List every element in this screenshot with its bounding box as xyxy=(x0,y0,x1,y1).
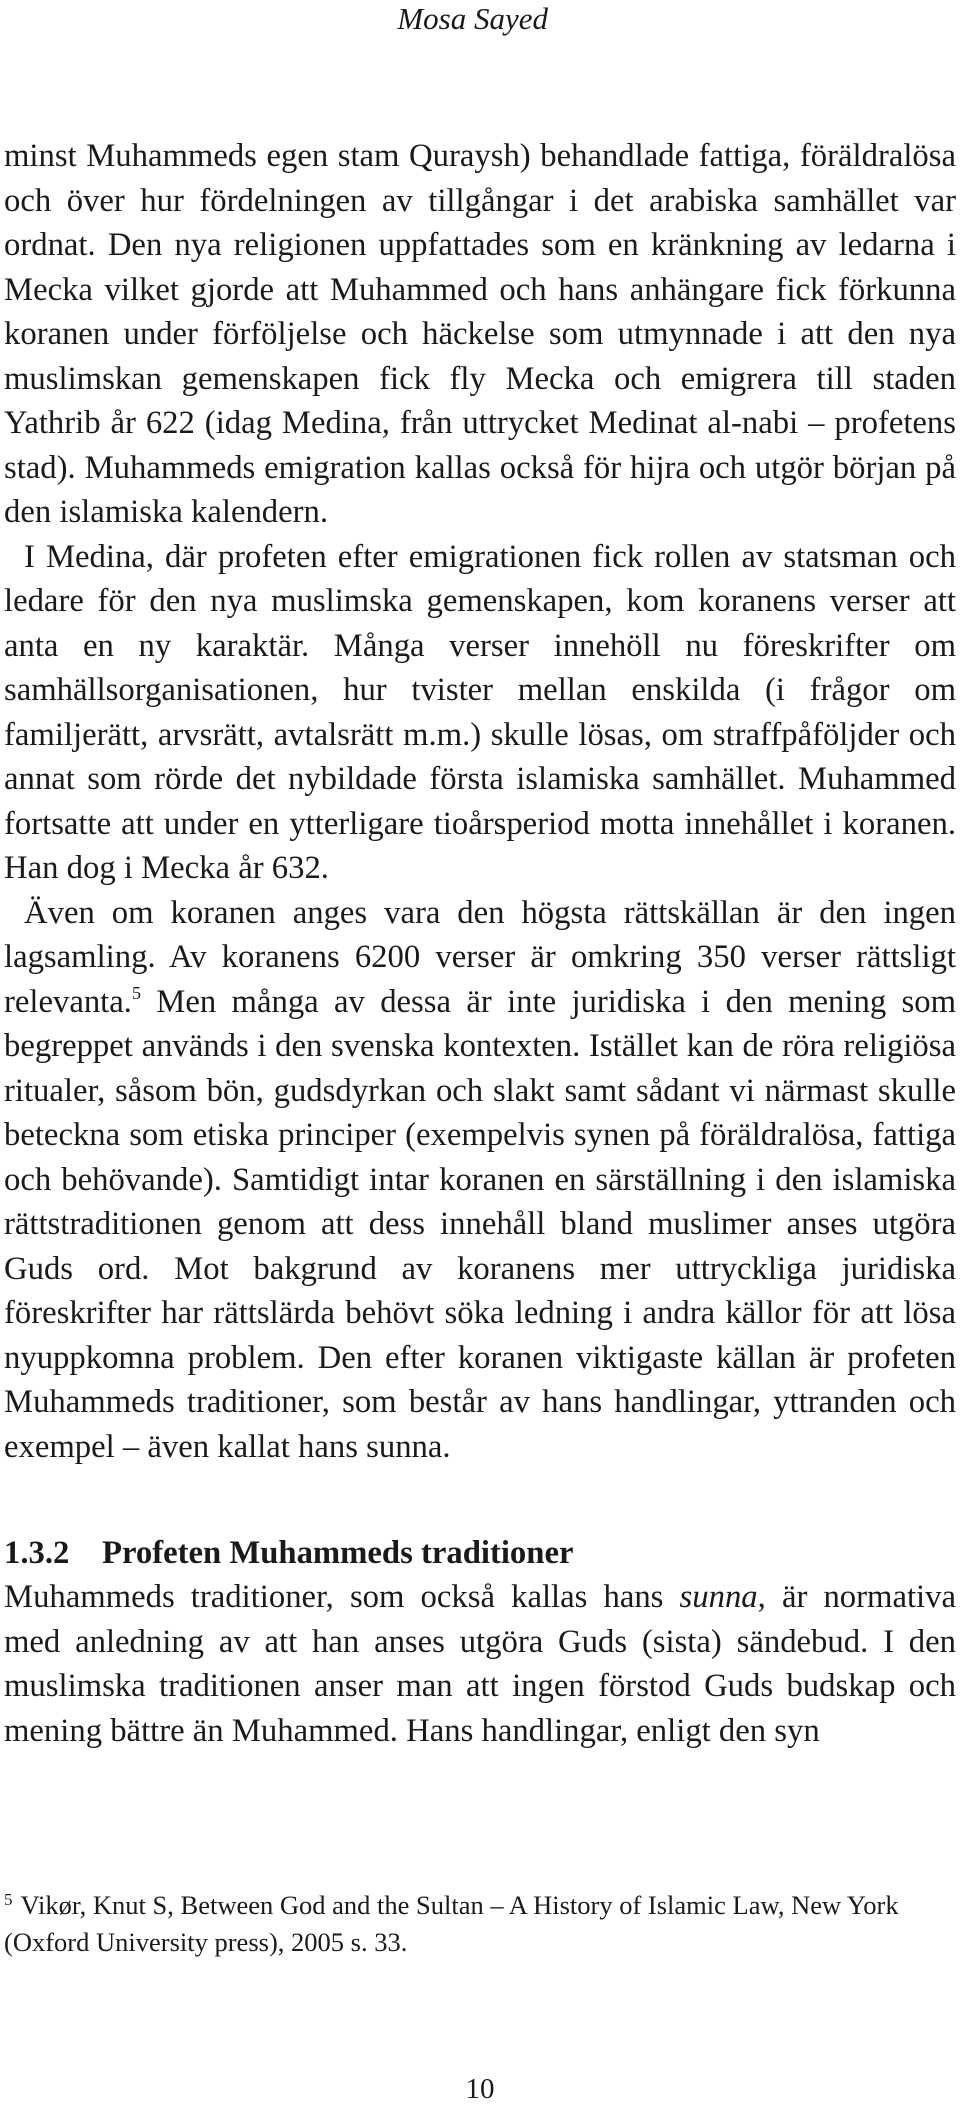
footnotes xyxy=(4,1881,956,1961)
page-number: 10 xyxy=(465,2073,495,2105)
section-number: 1.3.2 xyxy=(4,1535,70,1571)
paragraph-text: Men många av dessa är inte juridiska i den mening som begreppet används i den svenska kontexten. Istället kan de röra religiösa ritualer, såsom bön, gudsdyrkan och slakt samt sådant vi närmast skulle beteckna som etiska principer (exempelvis synen på föräldralösa, fattiga och behövande). Samtidigt intar koranen en särställning i den islamiska rättstraditionen genom att dess innehåll bland muslimer anses utgöra Guds ord. Mot bakgrund av koranens mer uttryckliga juridiska föreskrifter har rättslärda behövt söka ledning i andra källor för att lösa nyuppkomna problem. Den efter koranen viktigaste källan är profeten Muhammeds traditioner, som består av hans handlingar, yttranden och exempel – även kallat hans sunna. xyxy=(4,983,956,1465)
section-paragraph xyxy=(4,1575,956,1753)
paragraph-text: Även om koranen anges vara den högsta rättskällan är den ingen lagsamling. Av koranens 6200 verser är omkring 350 verser rättsligt relevanta. xyxy=(4,894,956,1020)
footnote-reference[interactable]: 5 xyxy=(131,982,141,1003)
paragraph-text: , är normativa med anledning av att han anses utgöra Guds (sista) sändebud. I den muslimska traditionen anser man att ingen förstod Guds budskap och mening bättre än Muhammed. Hans handlingar, enligt den syn xyxy=(4,1579,956,1749)
running-header-author: Mosa Sayed xyxy=(397,1,548,36)
paragraph-text: Muhammeds traditioner, som också kallas hans xyxy=(4,1579,680,1615)
footnote xyxy=(4,1881,956,1961)
emphasized-term: sunna xyxy=(679,1579,758,1615)
footnote-text: Vikør, Knut S, Between God and the Sultan – A History of Islamic Law, New York (Oxford University press), 2005 s. 33. xyxy=(4,1890,899,1957)
paragraph-with-footnote xyxy=(4,891,956,1470)
footnote-mark: 5 xyxy=(4,1890,13,1909)
body-text xyxy=(4,134,956,1753)
running-header xyxy=(0,0,960,46)
section-title: Profeten Muhammeds traditioner xyxy=(102,1535,574,1571)
paragraph: I Medina, där profeten efter emigrationen fick rollen av statsman och ledare för den nya muslimska gemenskapen, kom koranens verser att anta en ny karaktär. Många verser innehöll nu föreskrifter om samhällsorganisationen, hur tvister mellan enskilda (i frågor om familjerätt, arvsrätt, avtalsrätt m.m.) skulle lösas, om straffpåföljder och annat som rörde det nybildade första islamiska samhället. Muhammed fortsatte att under en ytterligare tioårsperiod motta innehållet i koranen. Han dog i Mecka år 632. xyxy=(4,538,956,886)
section-heading xyxy=(4,1531,956,1575)
paragraph: minst Muhammeds egen stam Quraysh) behandlade fattiga, föräldralösa och över hur fördelningen av tillgångar i det arabiska samhället var ordnat. Den nya religionen uppfattades som en kränkning av ledarna i Mecka vilket gjorde att Muhammed och hans anhängare fick förkunna koranen under förföljelse och häckelse som utmynnade i att den nya muslimskan gemenskapen fick fly Mecka och emigrera till staden Yathrib år 622 (idag Medina, från uttrycket Medinat al-nabi – profetens stad). Muhammeds emigration kallas också för hijra och utgör början på den islamiska kalendern. xyxy=(4,138,956,530)
